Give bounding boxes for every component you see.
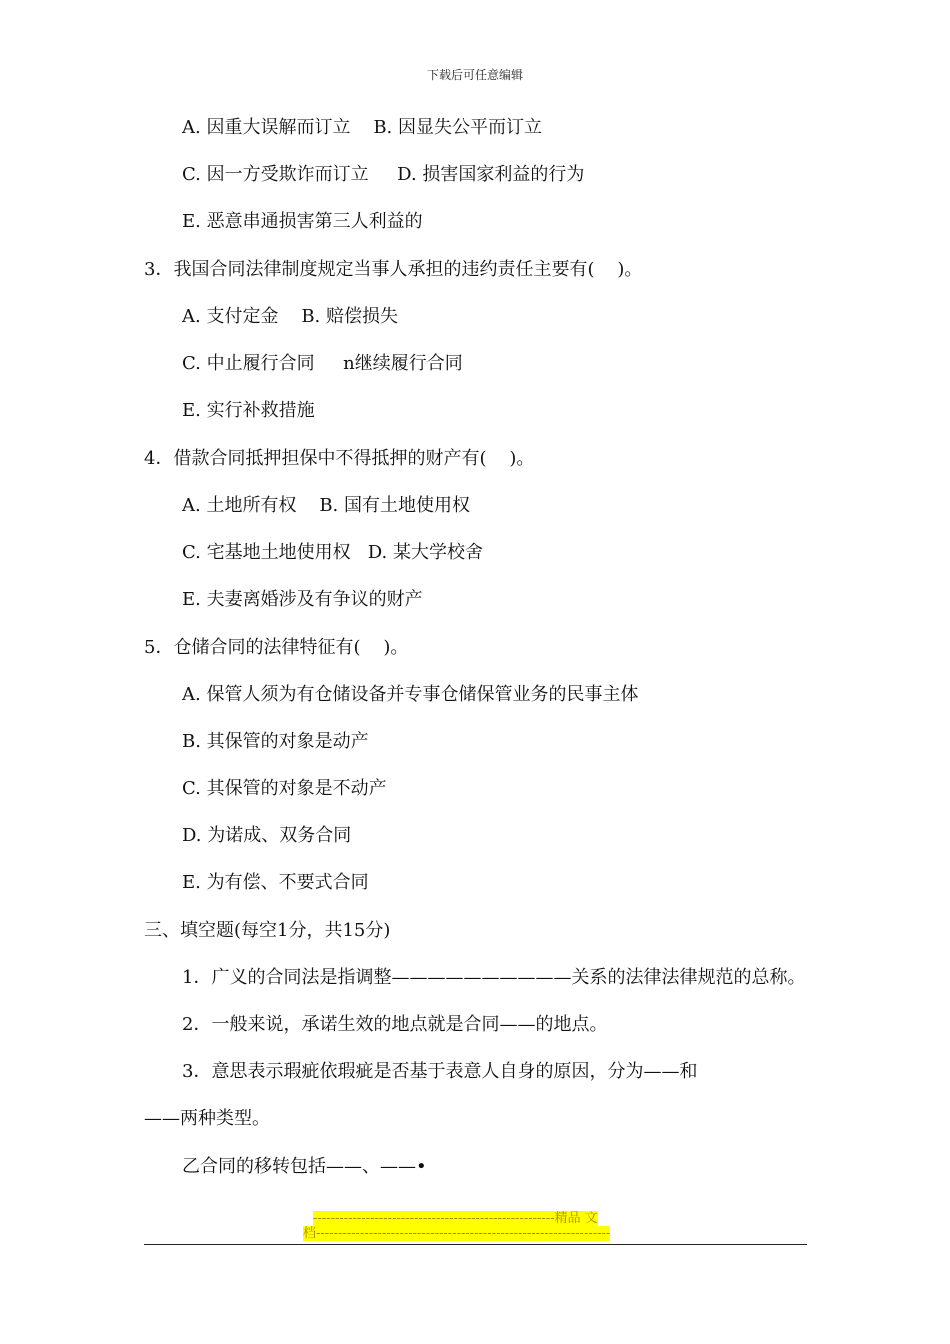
page-header: 下载后可任意编辑 (426, 68, 523, 82)
option-line: E. 恶意串通损害第三人利益的 (182, 211, 423, 232)
fill-blank-line: 3．意思表示瑕疵依瑕疵是否基于表意人自身的原因，分为——和 (182, 1061, 698, 1082)
option-line: C. 因一方受欺诈而订立 D. 损害国家利益的行为 (182, 164, 585, 185)
fill-blank-line: 乙合同的移转包括——、——• (182, 1156, 427, 1177)
fill-blank-line: 1．广义的合同法是指调整——————————关系的法律法律规范的总称。 (182, 967, 806, 988)
fill-blank-line: ——两种类型。 (144, 1108, 270, 1129)
footer-watermark (303, 1211, 651, 1241)
footer-watermark-row2: 档------------------------------------------------------------------- (303, 1226, 611, 1241)
fill-blank-line: 2．一般来说，承诺生效的地点就是合同——的地点。 (182, 1014, 608, 1035)
option-line: A. 因重大误解而订立 B. 因显失公平而订立 (182, 117, 542, 138)
option-line: E. 实行补救措施 (182, 400, 315, 421)
option-line: A. 土地所有权 B. 国有土地使用权 (182, 495, 470, 516)
option-line: A. 支付定金 B. 赔偿损失 (182, 306, 398, 327)
option-line: E. 夫妻离婚涉及有争议的财产 (182, 589, 423, 610)
bottom-rule (144, 1244, 807, 1245)
option-line: A. 保管人须为有仓储设备并专事仓储保管业务的民事主体 (182, 684, 639, 705)
question-line: 5．仓储合同的法律特征有( )。 (144, 637, 409, 658)
question-line: 3．我国合同法律制度规定当事人承担的违约责任主要有( )。 (144, 259, 643, 280)
section-heading: 三、填空题(每空1分，共15分) (144, 920, 391, 941)
footer-watermark-row1: -------------------------------------------------------精品 文 (313, 1211, 598, 1226)
option-line: E. 为有偿、不要式合同 (182, 872, 369, 893)
option-line: C. 其保管的对象是不动产 (182, 778, 387, 799)
question-line: 4．借款合同抵押担保中不得抵押的财产有( )。 (144, 448, 535, 469)
option-line: B. 其保管的对象是动产 (182, 731, 369, 752)
option-line: C. 中止履行合同 n继续履行合同 (182, 353, 463, 374)
option-line: D. 为诺成、双务合同 (182, 825, 352, 846)
option-line: C. 宅基地土地使用权 D. 某大学校舍 (182, 542, 483, 563)
